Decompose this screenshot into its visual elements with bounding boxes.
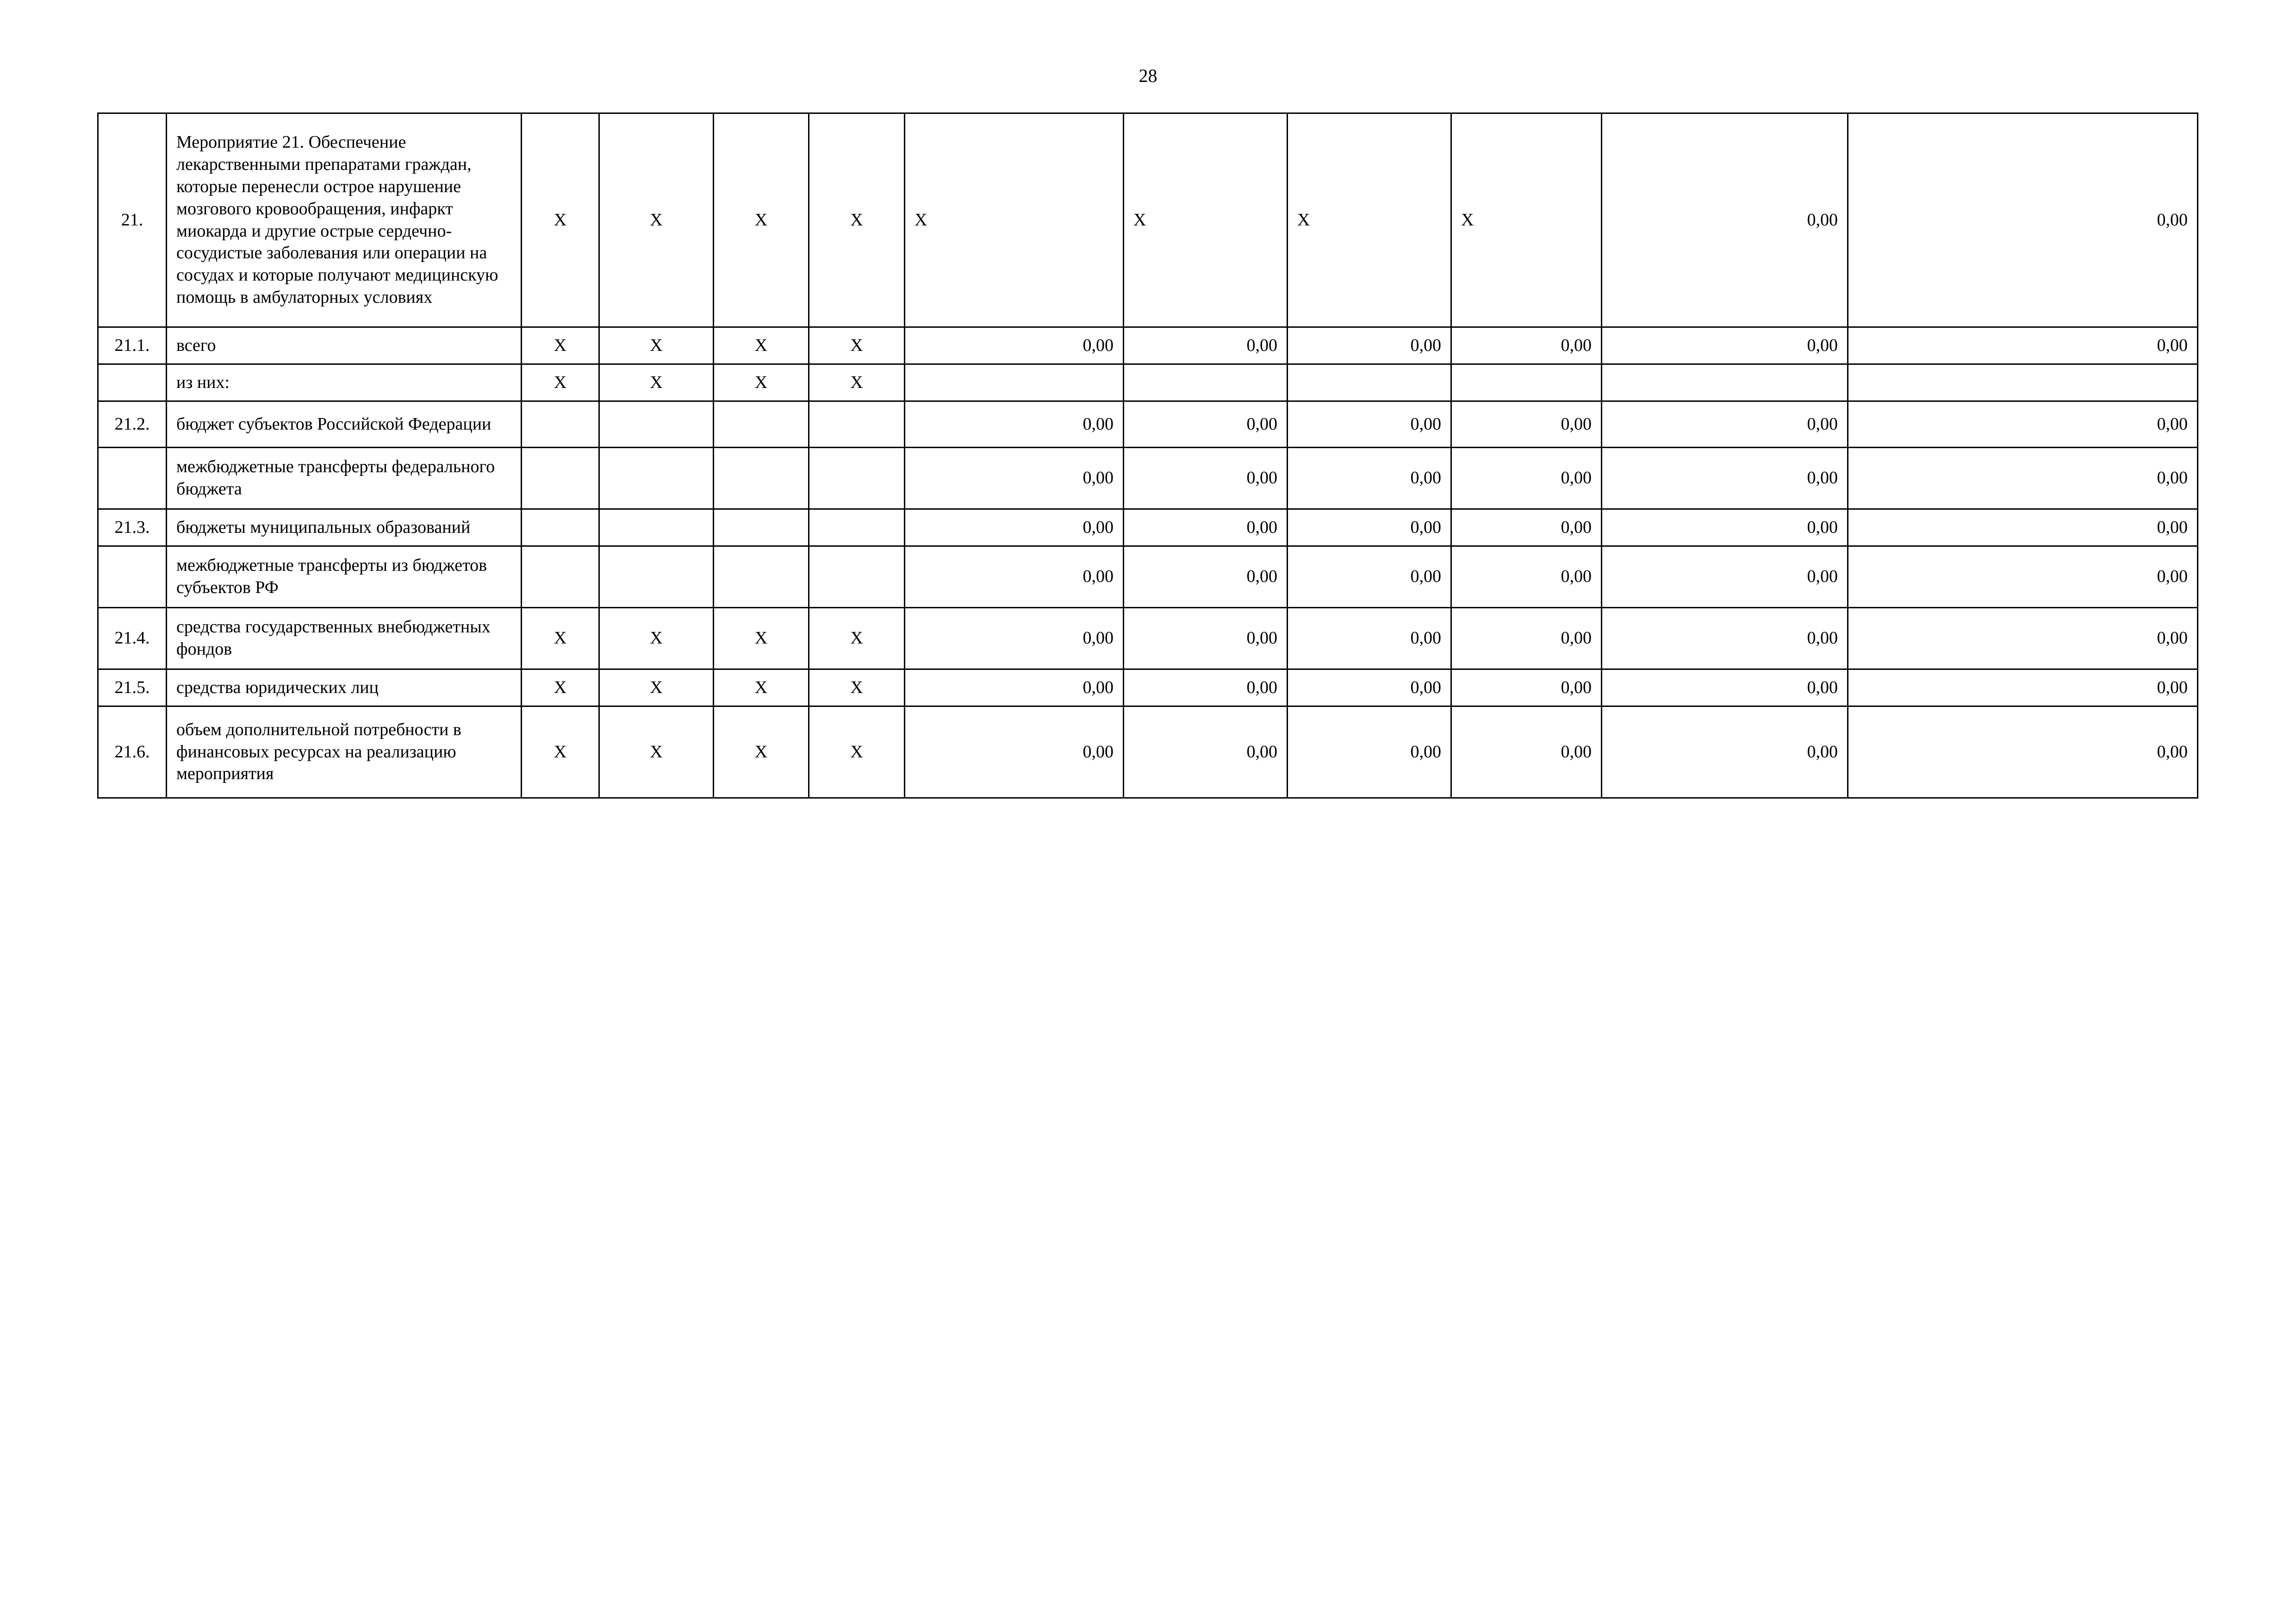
table-cell: 0,00	[1124, 669, 1288, 706]
table-cell	[599, 509, 714, 546]
table-cell: 0,00	[1288, 669, 1451, 706]
table-cell: 0,00	[1848, 113, 2198, 327]
row-label: бюджеты муниципальных образований	[167, 509, 522, 546]
table-cell: X	[905, 113, 1124, 327]
table-cell: 0,00	[905, 669, 1124, 706]
row-number: 21.6.	[98, 706, 167, 798]
table-cell: 0,00	[1451, 327, 1602, 364]
table-cell	[1602, 364, 1848, 401]
table-cell	[1848, 364, 2198, 401]
table-cell: 0,00	[1288, 401, 1451, 448]
table-cell	[809, 546, 905, 608]
table-cell: X	[522, 669, 599, 706]
table-cell: 0,00	[1602, 608, 1848, 669]
table-cell: 0,00	[1451, 401, 1602, 448]
table-row	[98, 546, 2198, 608]
table-cell: 0,00	[1288, 546, 1451, 608]
table-cell: X	[1288, 113, 1451, 327]
table-row	[98, 608, 2198, 669]
table-cell	[1124, 364, 1288, 401]
table-row	[98, 669, 2198, 706]
table-cell: X	[714, 608, 809, 669]
table-cell	[714, 509, 809, 546]
table-cell: 0,00	[1124, 401, 1288, 448]
table-cell: X	[714, 669, 809, 706]
table-cell: 0,00	[905, 608, 1124, 669]
row-number	[98, 364, 167, 401]
table-cell: X	[1451, 113, 1602, 327]
table-cell: 0,00	[1124, 448, 1288, 509]
table-cell	[809, 401, 905, 448]
table-cell	[1288, 364, 1451, 401]
table-cell: 0,00	[1288, 706, 1451, 798]
table-cell: 0,00	[1451, 669, 1602, 706]
row-label: объем дополнительной потребности в финансовых ресурсах на реализацию мероприятия	[167, 706, 522, 798]
table-cell: 0,00	[1288, 509, 1451, 546]
table-cell: X	[809, 608, 905, 669]
table-cell: 0,00	[1602, 327, 1848, 364]
table-cell: 0,00	[905, 509, 1124, 546]
row-label: межбюджетные трансферты федерального бюджета	[167, 448, 522, 509]
table-cell: 0,00	[1124, 509, 1288, 546]
table-cell: 0,00	[905, 706, 1124, 798]
table-cell: 0,00	[1848, 546, 2198, 608]
table-cell	[809, 509, 905, 546]
row-label: средства юридических лиц	[167, 669, 522, 706]
table-cell: 0,00	[1602, 509, 1848, 546]
table-cell: 0,00	[1848, 706, 2198, 798]
row-label: Мероприятие 21. Обеспечение лекарственными препаратами граждан, которые перенесли острое нарушение мозгового кровообращения, инфаркт миокарда и другие острые сердечно-сосудистые заболевания или операции на сосудах и которые получают медицинскую помощь в амбулаторных условиях	[167, 113, 522, 327]
table-cell: X	[599, 327, 714, 364]
row-number	[98, 448, 167, 509]
table-cell: 0,00	[1848, 401, 2198, 448]
table-row	[98, 401, 2198, 448]
row-number: 21.	[98, 113, 167, 327]
table-cell: 0,00	[1288, 608, 1451, 669]
page-number: 28	[1139, 65, 1157, 86]
row-number: 21.1.	[98, 327, 167, 364]
table-cell: 0,00	[1602, 706, 1848, 798]
row-number: 21.4.	[98, 608, 167, 669]
table-cell: 0,00	[1848, 509, 2198, 546]
table-cell: X	[714, 327, 809, 364]
table-cell: 0,00	[1602, 113, 1848, 327]
table-cell: 0,00	[1451, 448, 1602, 509]
table-cell	[522, 509, 599, 546]
row-label: средства государственных внебюджетных фондов	[167, 608, 522, 669]
table-row	[98, 706, 2198, 798]
table-cell	[599, 401, 714, 448]
table-cell	[1451, 364, 1602, 401]
table-row	[98, 448, 2198, 509]
row-label: из них:	[167, 364, 522, 401]
table-cell: 0,00	[905, 546, 1124, 608]
table-cell	[714, 401, 809, 448]
table-cell: 0,00	[905, 327, 1124, 364]
table-cell: 0,00	[1602, 669, 1848, 706]
row-label: межбюджетные трансферты из бюджетов субъектов РФ	[167, 546, 522, 608]
table-cell	[522, 448, 599, 509]
table-cell: X	[599, 113, 714, 327]
row-number: 21.3.	[98, 509, 167, 546]
table-row	[98, 364, 2198, 401]
table-cell	[522, 401, 599, 448]
table-cell: 0,00	[1848, 608, 2198, 669]
table-cell: 0,00	[1602, 546, 1848, 608]
table-cell: 0,00	[1848, 327, 2198, 364]
table-cell: 0,00	[1451, 608, 1602, 669]
table-cell: X	[809, 113, 905, 327]
table-cell: X	[599, 706, 714, 798]
table-cell: X	[714, 706, 809, 798]
table-cell: 0,00	[905, 401, 1124, 448]
table-cell: 0,00	[1451, 509, 1602, 546]
table-cell: 0,00	[1602, 401, 1848, 448]
table-cell: 0,00	[1124, 608, 1288, 669]
table-cell: 0,00	[1602, 448, 1848, 509]
budget-table	[97, 112, 2198, 799]
row-label: бюджет субъектов Российской Федерации	[167, 401, 522, 448]
table-cell: X	[809, 364, 905, 401]
table-cell: 0,00	[1451, 706, 1602, 798]
table-row	[98, 509, 2198, 546]
table-cell: X	[522, 327, 599, 364]
table-cell	[599, 448, 714, 509]
table-cell: X	[522, 706, 599, 798]
table-cell	[809, 448, 905, 509]
table-cell: X	[599, 364, 714, 401]
table-cell	[905, 364, 1124, 401]
table-cell: X	[809, 669, 905, 706]
table-cell	[599, 546, 714, 608]
table-cell: X	[599, 608, 714, 669]
table-cell: 0,00	[1124, 706, 1288, 798]
table-cell: 0,00	[1288, 448, 1451, 509]
row-number	[98, 546, 167, 608]
table-row	[98, 113, 2198, 327]
table-cell: X	[809, 706, 905, 798]
table-cell: X	[714, 113, 809, 327]
row-number: 21.5.	[98, 669, 167, 706]
table-cell	[714, 448, 809, 509]
table-cell: X	[522, 364, 599, 401]
table-cell: X	[809, 327, 905, 364]
table-cell: 0,00	[1451, 546, 1602, 608]
table-cell: X	[522, 608, 599, 669]
row-label: всего	[167, 327, 522, 364]
table-cell	[522, 546, 599, 608]
table-row	[98, 327, 2198, 364]
table-cell: X	[1124, 113, 1288, 327]
table-cell: X	[714, 364, 809, 401]
table-cell: 0,00	[1848, 669, 2198, 706]
table-cell: X	[522, 113, 599, 327]
row-number: 21.2.	[98, 401, 167, 448]
table-cell: 0,00	[905, 448, 1124, 509]
table-cell: 0,00	[1124, 327, 1288, 364]
table-cell	[714, 546, 809, 608]
table-cell: X	[599, 669, 714, 706]
table-cell: 0,00	[1848, 448, 2198, 509]
table-cell: 0,00	[1124, 546, 1288, 608]
table-cell: 0,00	[1288, 327, 1451, 364]
